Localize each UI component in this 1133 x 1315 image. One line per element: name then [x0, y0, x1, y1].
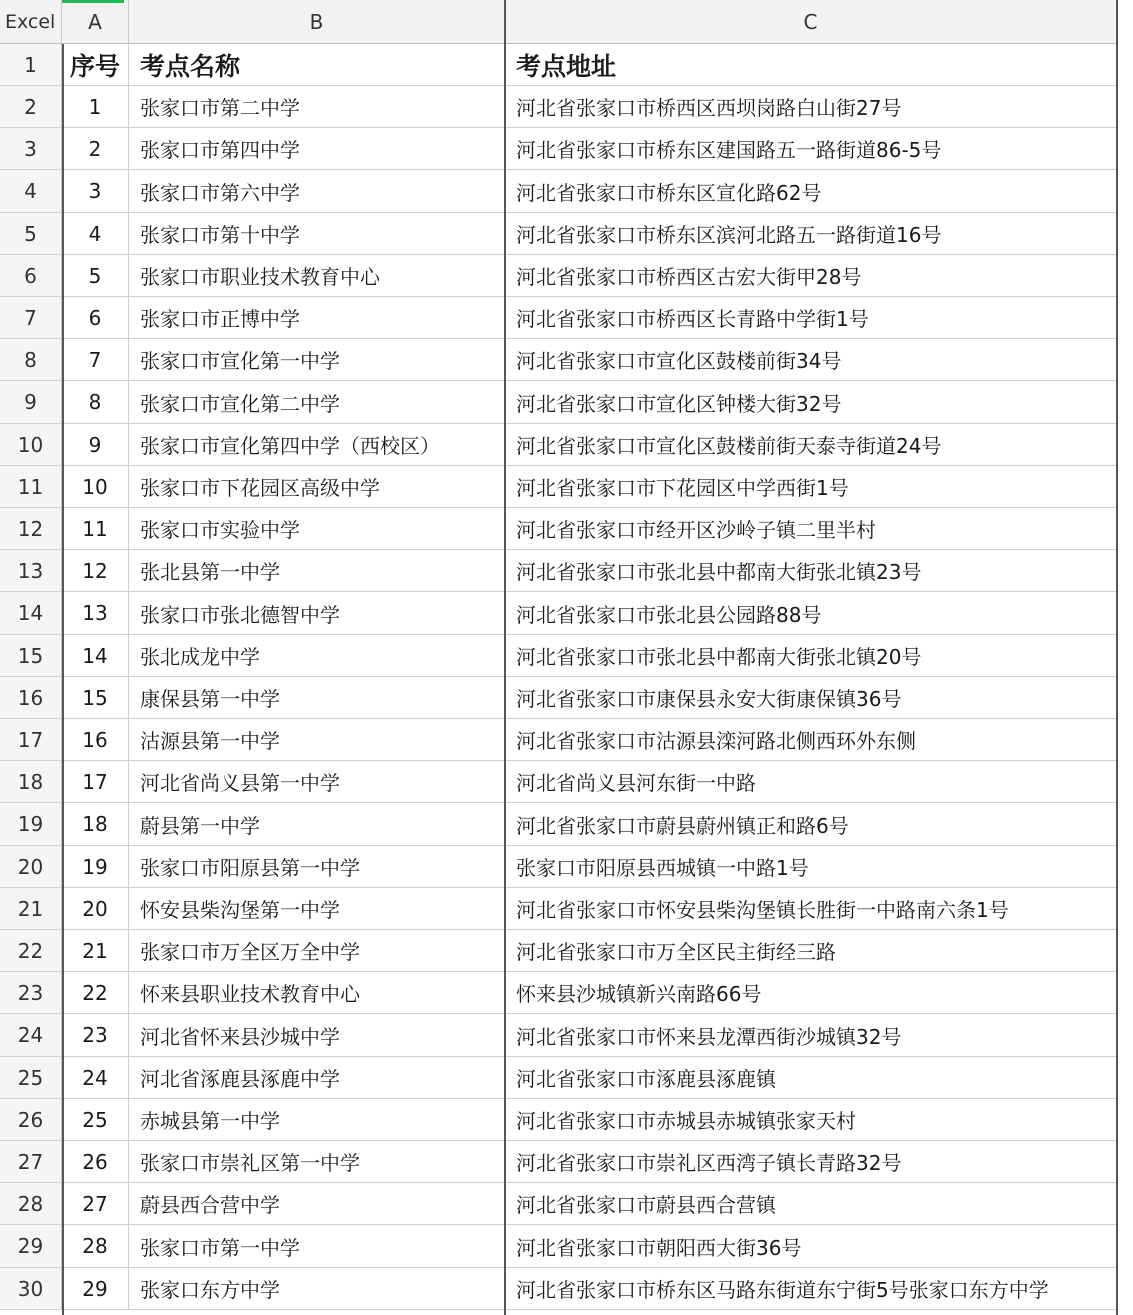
row-header[interactable]: 26 [0, 1099, 62, 1141]
cell-address[interactable]: 河北省张家口市宣化区鼓楼前街34号 [505, 339, 1117, 381]
cell-address[interactable]: 河北省张家口市桥东区滨河北路五一路街道16号 [505, 213, 1117, 255]
cell-index[interactable]: 15 [62, 677, 129, 719]
cell-index[interactable]: 14 [62, 635, 129, 677]
row-header[interactable]: 17 [0, 719, 62, 761]
cell-address[interactable]: 河北省张家口市宣化区鼓楼前街天泰寺街道24号 [505, 424, 1117, 466]
cell-index[interactable]: 17 [62, 761, 129, 803]
cell-name[interactable]: 张家口市第六中学 [129, 170, 505, 213]
row-header[interactable]: 24 [0, 1014, 62, 1057]
cell-index[interactable]: 28 [62, 1225, 129, 1268]
cell-index[interactable]: 24 [62, 1057, 129, 1099]
cell-address[interactable]: 河北省张家口市涿鹿县涿鹿镇 [505, 1057, 1117, 1099]
cell-name[interactable]: 张家口市万全区万全中学 [129, 930, 505, 972]
cell-index[interactable]: 29 [62, 1268, 129, 1310]
cell-address[interactable]: 河北省张家口市宣化区钟楼大街32号 [505, 381, 1117, 424]
cell-address[interactable]: 河北省张家口市张北县中都南大街张北镇20号 [505, 635, 1117, 677]
row-header[interactable]: 4 [0, 170, 62, 213]
cell-name[interactable]: 张家口市宣化第四中学（西校区） [129, 424, 505, 466]
row-header[interactable]: 28 [0, 1183, 62, 1225]
cell-address[interactable]: 河北省张家口市张北县公园路88号 [505, 592, 1117, 635]
cell-index[interactable]: 7 [62, 339, 129, 381]
cell-index[interactable]: 3 [62, 170, 129, 213]
cell-index[interactable]: 13 [62, 592, 129, 635]
cell-index[interactable]: 10 [62, 466, 129, 508]
row-header[interactable]: 23 [0, 972, 62, 1014]
cell-address[interactable]: 河北省张家口市桥西区西坝岗路白山街27号 [505, 86, 1117, 128]
cell-index[interactable]: 22 [62, 972, 129, 1014]
cell-index[interactable]: 12 [62, 550, 129, 592]
cell-address[interactable]: 河北省张家口市崇礼区西湾子镇长青路32号 [505, 1141, 1117, 1183]
row-header[interactable]: 22 [0, 930, 62, 972]
cell-address[interactable]: 河北省张家口市万全区民主街经三路 [505, 930, 1117, 972]
cell-name[interactable]: 张家口市第一中学 [129, 1225, 505, 1268]
cell-index[interactable]: 11 [62, 508, 129, 550]
column-border-a [62, 44, 64, 1315]
cell-address[interactable]: 河北省张家口市桥西区古宏大街甲28号 [505, 255, 1117, 297]
cell-name[interactable]: 张家口市第十中学 [129, 213, 505, 255]
cell-index[interactable]: 23 [62, 1014, 129, 1057]
cell-name[interactable]: 张家口市实验中学 [129, 508, 505, 550]
cell-name[interactable]: 河北省怀来县沙城中学 [129, 1014, 505, 1057]
row-header[interactable]: 19 [0, 803, 62, 846]
cell-address[interactable]: 张家口市阳原县西城镇一中路1号 [505, 846, 1117, 888]
cell-name[interactable]: 张家口市张北德智中学 [129, 592, 505, 635]
column-border-right [1116, 0, 1118, 1315]
cell-index[interactable]: 25 [62, 1099, 129, 1141]
cell-index[interactable]: 1 [62, 86, 129, 128]
cell-address[interactable]: 河北省张家口市蔚县蔚州镇正和路6号 [505, 803, 1117, 846]
column-header-c[interactable]: C [505, 0, 1117, 44]
row-header[interactable]: 10 [0, 424, 62, 466]
cell-name[interactable]: 张北县第一中学 [129, 550, 505, 592]
row-header[interactable]: 15 [0, 635, 62, 677]
cell-name[interactable]: 张家口市宣化第二中学 [129, 381, 505, 424]
row-header[interactable]: 27 [0, 1141, 62, 1183]
cell-name[interactable]: 张家口市宣化第一中学 [129, 339, 505, 381]
cell-name[interactable]: 张家口市阳原县第一中学 [129, 846, 505, 888]
row-header[interactable]: 9 [0, 381, 62, 424]
cell-name[interactable]: 怀安县柴沟堡第一中学 [129, 888, 505, 930]
column-border-c [504, 0, 506, 1315]
cell-address[interactable]: 河北省张家口市赤城县赤城镇张家天村 [505, 1099, 1117, 1141]
cell-name[interactable]: 张家口东方中学 [129, 1268, 505, 1310]
cell-index[interactable]: 21 [62, 930, 129, 972]
cell-address[interactable]: 河北省张家口市蔚县西合营镇 [505, 1183, 1117, 1225]
header-cell-address[interactable]: 考点地址 [505, 44, 1117, 86]
header-cell-name[interactable]: 考点名称 [129, 44, 505, 86]
cell-address[interactable]: 河北省张家口市桥东区马路东街道东宁街5号张家口东方中学 [505, 1268, 1117, 1310]
cell-address[interactable]: 河北省张家口市桥东区宣化路62号 [505, 170, 1117, 213]
row-header[interactable]: 21 [0, 888, 62, 930]
row-header[interactable]: 20 [0, 846, 62, 888]
loading-indicator [62, 0, 124, 3]
cell-index[interactable]: 8 [62, 381, 129, 424]
row-header[interactable]: 16 [0, 677, 62, 719]
column-header-b[interactable]: B [129, 0, 505, 44]
row-header[interactable]: 5 [0, 213, 62, 255]
corner-select-all[interactable]: Excel [0, 0, 62, 44]
cell-name[interactable]: 张北成龙中学 [129, 635, 505, 677]
row-header[interactable]: 2 [0, 86, 62, 128]
cell-index[interactable]: 6 [62, 297, 129, 339]
row-header[interactable]: 18 [0, 761, 62, 803]
row-header[interactable]: 3 [0, 128, 62, 170]
row-header[interactable]: 13 [0, 550, 62, 592]
cell-address[interactable]: 河北省张家口市经开区沙岭子镇二里半村 [505, 508, 1117, 550]
cell-index[interactable]: 4 [62, 213, 129, 255]
row-header[interactable]: 6 [0, 255, 62, 297]
row-header[interactable]: 11 [0, 466, 62, 508]
cell-address[interactable]: 河北省张家口市下花园区中学西街1号 [505, 466, 1117, 508]
cell-address[interactable]: 河北省张家口市朝阳西大街36号 [505, 1225, 1117, 1268]
cell-index[interactable]: 16 [62, 719, 129, 761]
cell-name[interactable]: 蔚县第一中学 [129, 803, 505, 846]
cell-name[interactable]: 沽源县第一中学 [129, 719, 505, 761]
cell-name[interactable]: 河北省尚义县第一中学 [129, 761, 505, 803]
cell-address[interactable]: 河北省尚义县河东街一中路 [505, 761, 1117, 803]
row-header[interactable]: 14 [0, 592, 62, 635]
cell-name[interactable]: 康保县第一中学 [129, 677, 505, 719]
row-header-1[interactable]: 1 [0, 44, 62, 86]
column-header-a[interactable]: A [62, 0, 129, 44]
cell-name[interactable]: 赤城县第一中学 [129, 1099, 505, 1141]
cell-name[interactable]: 张家口市职业技术教育中心 [129, 255, 505, 297]
cell-address[interactable]: 河北省张家口市张北县中都南大街张北镇23号 [505, 550, 1117, 592]
row-header[interactable]: 8 [0, 339, 62, 381]
cell-name[interactable]: 河北省涿鹿县涿鹿中学 [129, 1057, 505, 1099]
cell-name[interactable]: 张家口市第二中学 [129, 86, 505, 128]
cell-address[interactable]: 怀来县沙城镇新兴南路66号 [505, 972, 1117, 1014]
header-cell-index[interactable]: 序号 [62, 44, 129, 86]
cell-address[interactable]: 河北省张家口市康保县永安大街康保镇36号 [505, 677, 1117, 719]
cell-name[interactable]: 怀来县职业技术教育中心 [129, 972, 505, 1014]
cell-index[interactable]: 27 [62, 1183, 129, 1225]
cell-address[interactable]: 河北省张家口市怀安县柴沟堡镇长胜街一中路南六条1号 [505, 888, 1117, 930]
cell-index[interactable]: 18 [62, 803, 129, 846]
row-header[interactable]: 25 [0, 1057, 62, 1099]
cell-address[interactable]: 河北省张家口市沽源县滦河路北侧西环外东侧 [505, 719, 1117, 761]
row-header[interactable]: 30 [0, 1268, 62, 1310]
cell-index[interactable]: 9 [62, 424, 129, 466]
cell-name[interactable]: 张家口市下花园区高级中学 [129, 466, 505, 508]
cell-address[interactable]: 河北省张家口市怀来县龙潭西街沙城镇32号 [505, 1014, 1117, 1057]
row-header[interactable]: 12 [0, 508, 62, 550]
row-header[interactable]: 29 [0, 1225, 62, 1268]
cell-name[interactable]: 张家口市崇礼区第一中学 [129, 1141, 505, 1183]
cell-index[interactable]: 2 [62, 128, 129, 170]
cell-name[interactable]: 张家口市正博中学 [129, 297, 505, 339]
cell-address[interactable]: 河北省张家口市桥西区长青路中学街1号 [505, 297, 1117, 339]
cell-index[interactable]: 20 [62, 888, 129, 930]
cell-address[interactable]: 河北省张家口市桥东区建国路五一路街道86-5号 [505, 128, 1117, 170]
cell-index[interactable]: 26 [62, 1141, 129, 1183]
cell-name[interactable]: 蔚县西合营中学 [129, 1183, 505, 1225]
cell-name[interactable]: 张家口市第四中学 [129, 128, 505, 170]
row-header[interactable]: 7 [0, 297, 62, 339]
cell-index[interactable]: 19 [62, 846, 129, 888]
cell-index[interactable]: 5 [62, 255, 129, 297]
